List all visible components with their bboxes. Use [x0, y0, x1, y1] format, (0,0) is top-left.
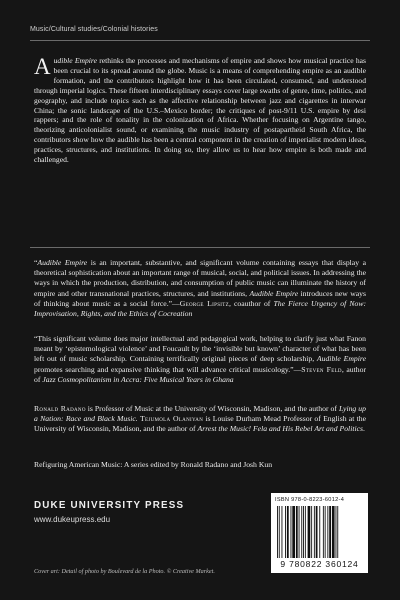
quote-work: The Fierce Urgency of Now: Improvisation, Rights, and the Ethics of Cocreation — [34, 298, 367, 319]
isbn-barcode — [271, 493, 368, 573]
quote-title: Audible Empire — [316, 354, 366, 364]
description-title: udible Empire — [53, 56, 97, 65]
top-divider — [30, 40, 370, 41]
quote-text: “This significant volume does major intellectual and pedagogical work, helping to clarify just what Fanon meant by ‘epistemological violence’ and Foucault by the ‘invisible but known’ character of what has been left out of music scholarship. Containing terrifically original pieces of deep scholarship, — [34, 334, 366, 364]
quote-author: George Lipsitz — [179, 298, 229, 308]
quote-text: promotes searching and expansive thinking that will advance critical musicology.”— — [34, 364, 302, 374]
publisher-website: www.dukeupress.edu — [34, 515, 111, 524]
quote-title: Audible Empire — [249, 288, 299, 298]
bio-end: . — [363, 424, 365, 434]
description-text: rethinks the processes and mechanisms of empire and shows how musical practice has been crucial to its spread around the globe. Music is a means of comprehending empire as an audible formation, and the contributors highlight how it has been circulated, consumed, and understood through imperial logics. These fifteen interdisciplinary essays cover large swaths of genre, time, politics, and geography, and include topics such as the affective relationship between jazz and cigarettes in interwar China; the sonic landscape of the U.S.–Mexico border; the critiques of post-9/11 U.S. empire by desi rappers; and the role of tonality in the colonization of Africa. Whether focusing on Argentine tango, theorizing anticolonialist sound, or examining the music industry of postapartheid South Africa, the contributors show how the audible has been a central component in the creation of imperialist modern ideas, practices, structures, and institutions. In doing so, they allow us to hear how empire is both made and challenged. — [34, 56, 367, 165]
quote-title: Audible Empire — [37, 258, 88, 267]
publisher-name: DUKE UNIVERSITY PRESS — [34, 500, 185, 511]
barcode-bars — [277, 506, 362, 558]
bio-work: Lying up a Nation: Race and Black Music. — [34, 404, 366, 424]
blurb-feld — [34, 334, 366, 385]
quote-affiliation: , coauthor of — [228, 298, 274, 308]
editor-name: Ronald Radano — [34, 404, 86, 413]
middle-divider — [30, 247, 370, 248]
book-description — [34, 56, 366, 165]
editor-name: Tejumola Olaniyan — [139, 414, 204, 424]
bio-work: Arrest the Music! Fela and His Rebel Art and Politics — [197, 424, 363, 434]
bio-text: is Professor of Music at the University of Wisconsin, Madison, and the author of — [85, 404, 339, 413]
quote-open-mark: “ — [34, 258, 38, 267]
series-note: Refiguring American Music: A series edited by Ronald Radano and Josh Kun — [34, 460, 273, 469]
quote-text: introduces new ways of thinking about music as a social force.”— — [34, 288, 366, 308]
editor-bios — [34, 404, 366, 435]
quote-author: Steven Feld — [301, 364, 342, 374]
cover-art-credit: Cover art: Detail of photo by Boulevard de la Photo. © Creative Market. — [34, 568, 215, 575]
drop-cap: A — [34, 54, 51, 79]
category-line: Music/Cultural studies/Colonial histories — [30, 26, 158, 33]
blurb-lipsitz — [34, 258, 366, 319]
quote-work: Jazz Cosmopolitanism in Accra: Five Musical Years in Ghana — [42, 374, 234, 384]
bio-text: is Louise Durham Mead Professor of English at the University of Wisconsin, Madison, and the author of — [34, 414, 367, 434]
barcode-digits: 9 780822 360124 — [280, 559, 359, 569]
quote-text: is an important, substantive, and significant volume containing essays that display a theoretical sophistication about an important range of musical, social, and political issues. In addressing the ways in which the production, distribution, and consumption of public music can illuminate the history of empire and other transnational practices, structures, and institutions, — [34, 258, 366, 298]
isbn-label: ISBN 978-0-8223-6012-4 — [275, 497, 345, 503]
quote-affiliation: , author of — [34, 364, 366, 384]
